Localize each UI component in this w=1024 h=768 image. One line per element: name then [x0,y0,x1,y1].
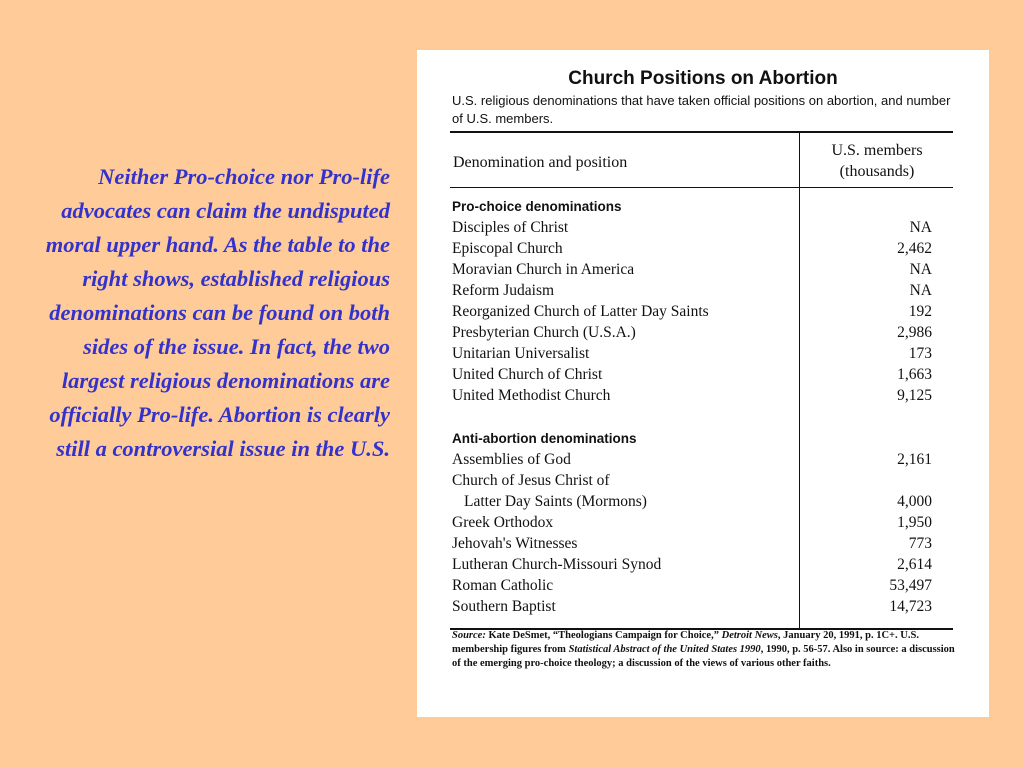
member-count: 192 [908,303,932,320]
abortion-positions-table [417,50,989,717]
section-heading-label: Anti-abortion denominations [452,431,637,446]
member-count: NA [909,261,932,278]
denomination-name: Church of Jesus Christ of [452,472,610,489]
member-count: 2,462 [897,240,932,257]
table-row [452,259,952,280]
denomination-name: Disciples of Christ [452,219,569,236]
member-count: NA [909,219,932,236]
table-row [452,512,952,533]
table-row [452,575,952,596]
member-count: 2,986 [897,324,932,341]
section-heading-anti-abortion [452,428,952,449]
table-row [452,554,952,575]
denomination-name: United Church of Christ [452,366,603,383]
table-row [452,596,952,617]
table-row [452,470,952,491]
table-subtitle: U.S. religious denominations that have taken official positions on abortion, and number of U.S. members. [452,93,951,126]
denomination-name: Reform Judaism [452,282,555,299]
table-row [452,491,952,512]
member-count: 173 [908,345,932,362]
pro-choice-rows [452,217,952,406]
anti-abortion-rows [452,449,952,617]
member-count: 2,614 [897,556,932,573]
denomination-name: Presbyterian Church (U.S.A.) [452,324,636,341]
member-count: NA [909,282,932,299]
member-count: 773 [908,535,932,552]
table-title: Church Positions on Abortion [568,68,838,89]
table-row [452,449,952,470]
section-heading-label: Pro-choice denominations [452,199,622,214]
denomination-name: Assemblies of God [452,451,571,468]
table-row [452,238,952,259]
table-row [452,343,952,364]
table-row [452,217,952,238]
source-text-1: Kate DeSmet, “Theologians Campaign for Choice,” [485,630,722,641]
column-header-members-line1: U.S. members [831,142,923,159]
denomination-name: Southern Baptist [452,598,556,615]
table-body [452,196,952,617]
denomination-name: Moravian Church in America [452,261,635,278]
member-count: 4,000 [897,493,932,510]
denomination-name: Reorganized Church of Latter Day Saints [452,303,709,320]
denomination-name: Roman Catholic [452,577,554,594]
table-row [452,533,952,554]
slide-caption: Neither Pro-choice nor Pro-life advocates can claim the undisputed moral upper hand. As the table to the right shows, established religious denominations can be found on both sides of the issue. In fact, the two largest religious denominations are officially Pro-life. Abortion is clearly still a controversial issue in the U.S. [45,164,390,461]
denomination-name: Lutheran Church-Missouri Synod [452,556,662,573]
source-text-3: , 1990, p. 56-57. Also in source: a discussion of the emerging pro-choice theology; a discussion of the views of various other faiths. [452,644,955,669]
column-header-members-line2: (thousands) [839,163,915,180]
column-header-denomination: Denomination and position [453,154,628,171]
header-rule [450,187,953,188]
source-publication-1: Detroit News [721,630,778,641]
column-header-members [807,140,947,182]
denomination-name: Unitarian Universalist [452,345,590,362]
denomination-name: Greek Orthodox [452,514,554,531]
source-text-2: , January 20, 1991, p. 1C+. U.S. membership figures from [452,630,919,655]
member-count: 2,161 [897,451,932,468]
source-publication-2: Statistical Abstract of the United States 1990 [568,644,761,655]
member-count: 1,950 [897,514,932,531]
table-row [452,364,952,385]
member-count: 14,723 [889,598,932,615]
denomination-name: Latter Day Saints (Mormons) [464,493,647,510]
table-row [452,280,952,301]
source-note [452,629,962,671]
source-label: Source: [452,630,486,641]
section-heading-pro-choice [452,196,952,217]
denomination-name: Jehovah's Witnesses [452,535,578,552]
member-count: 53,497 [889,577,932,594]
denomination-name: United Methodist Church [452,387,611,404]
member-count: 9,125 [897,387,932,404]
table-row [452,322,952,343]
top-rule [450,131,953,133]
table-row [452,385,952,406]
table-row [452,301,952,322]
member-count: 1,663 [897,366,932,383]
denomination-name: Episcopal Church [452,240,563,257]
section-gap [452,406,952,428]
